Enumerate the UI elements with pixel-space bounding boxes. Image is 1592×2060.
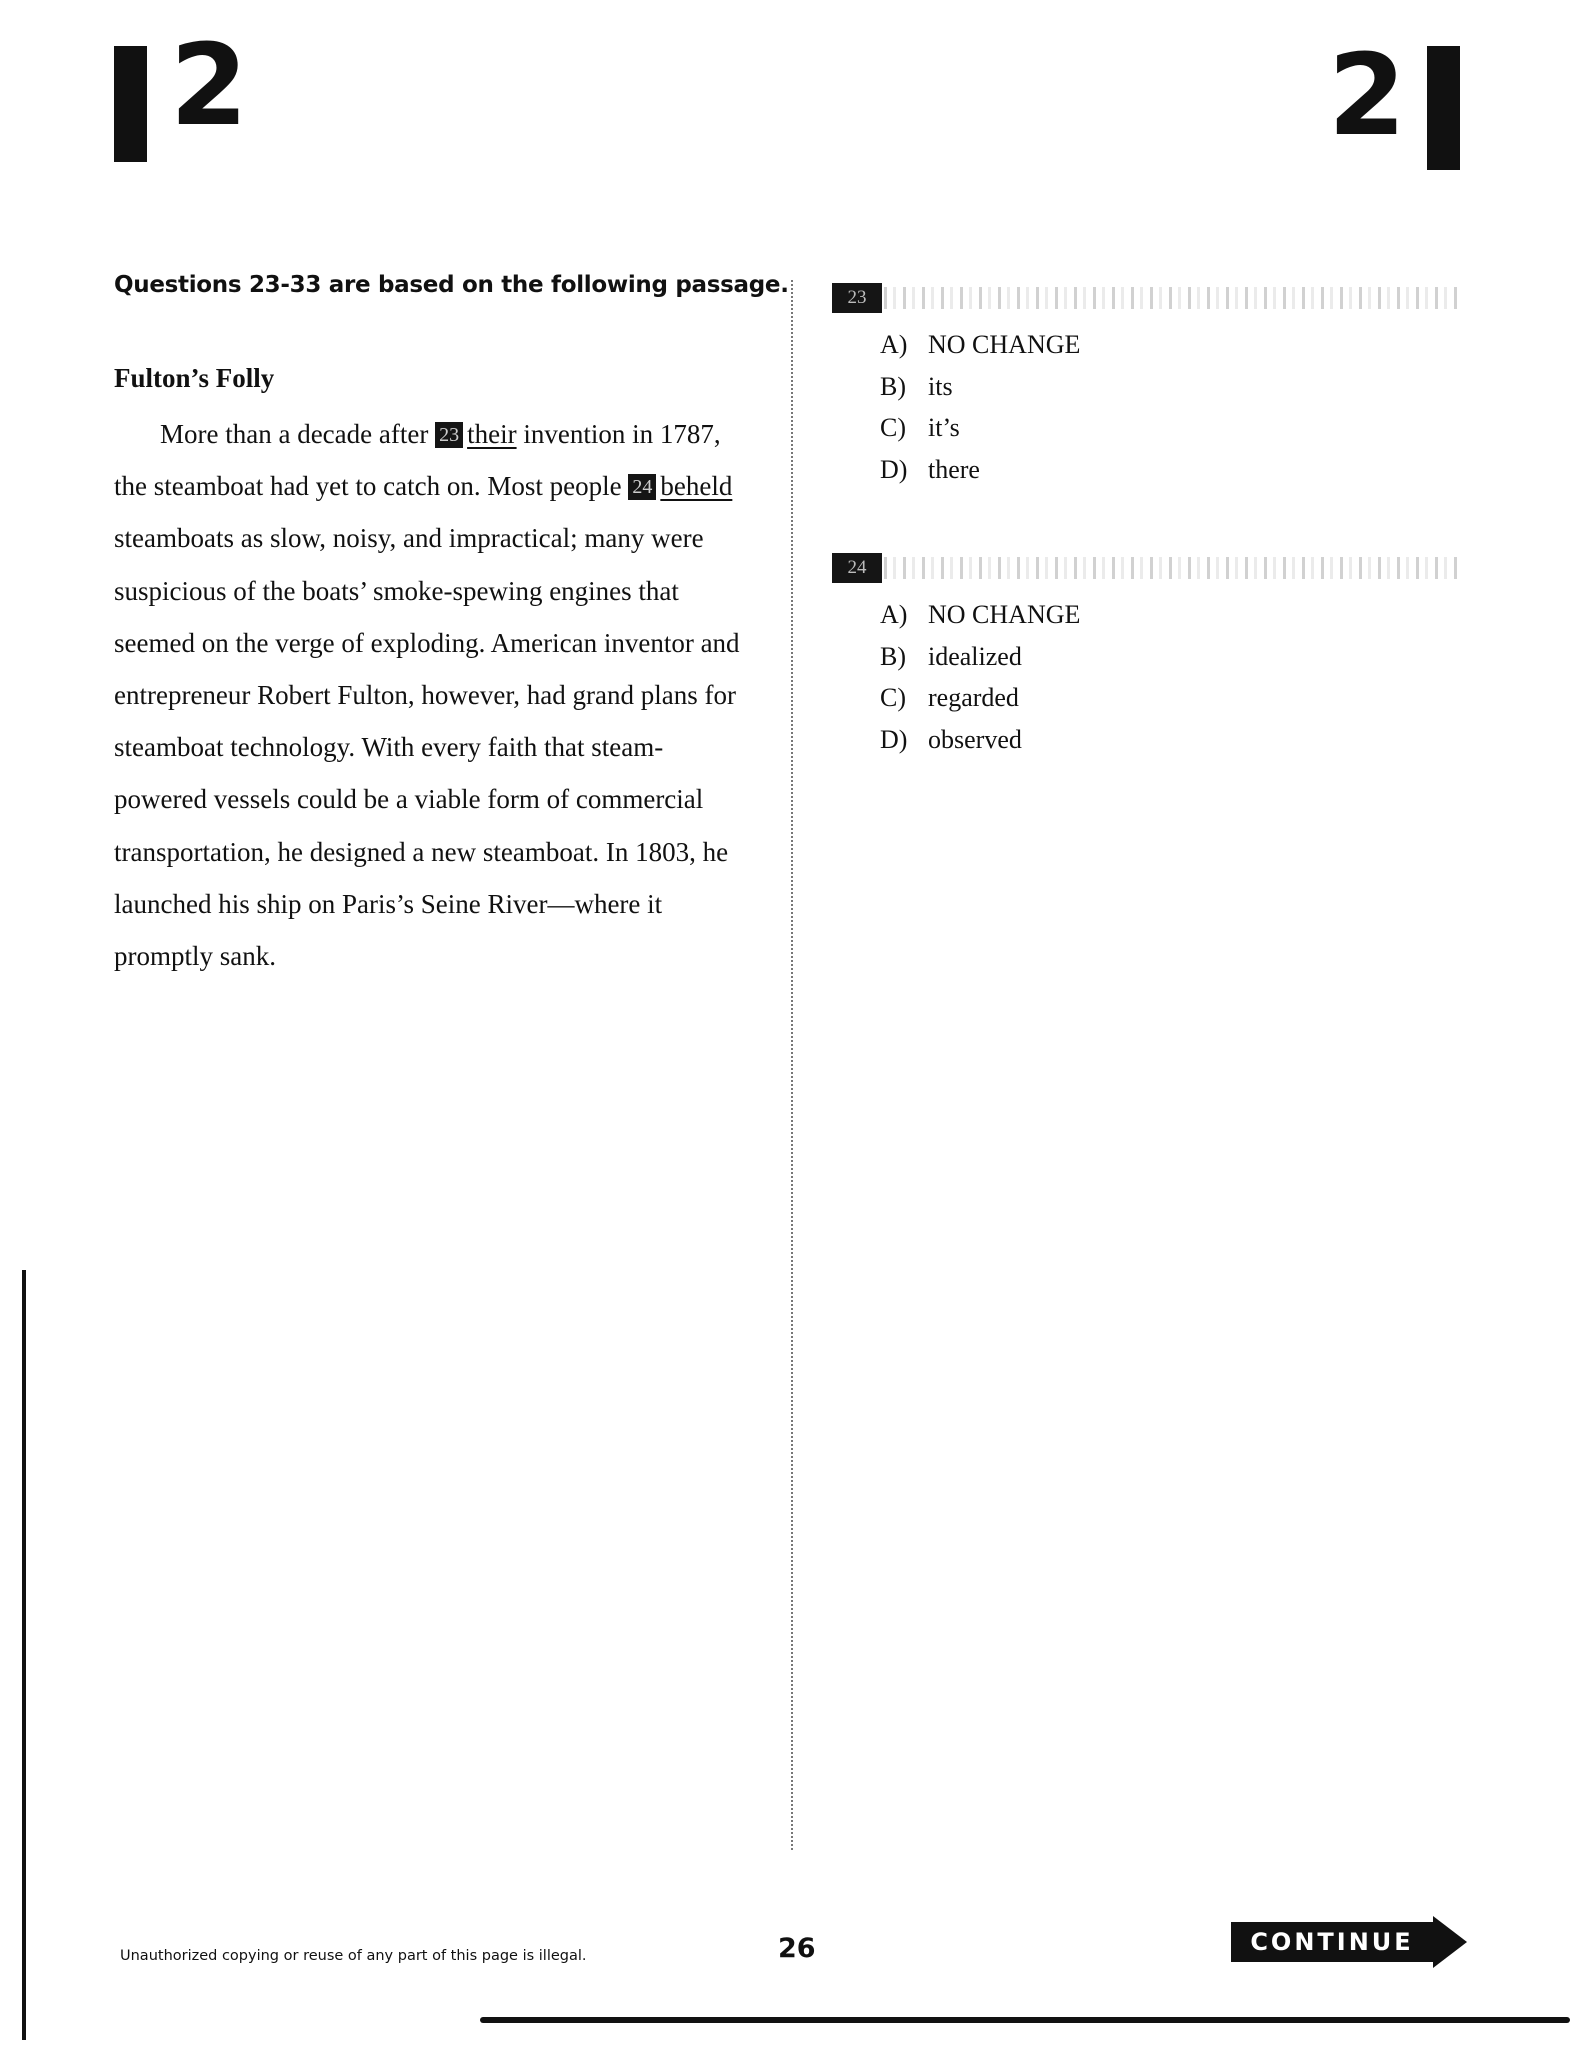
answer-option[interactable] [880, 636, 1080, 678]
answer-option[interactable] [880, 719, 1080, 761]
answer-option[interactable] [880, 366, 1080, 408]
column-divider [791, 280, 793, 1850]
underlined-phrase-24[interactable]: beheld [660, 471, 733, 502]
option-text: its [928, 371, 953, 401]
question-header-24 [832, 553, 1462, 583]
passage-intro: Questions 23-33 are based on the following passage. [114, 272, 789, 298]
passage-title: Fulton’s Folly [114, 363, 275, 393]
option-letter: B) [880, 641, 906, 671]
question-header-23 [832, 283, 1462, 313]
arrow-right-icon [1433, 1916, 1467, 1968]
continue-button[interactable] [1231, 1916, 1467, 1964]
option-text: regarded [928, 683, 1019, 712]
answer-option[interactable] [880, 324, 1080, 366]
answer-option[interactable] [880, 407, 1080, 449]
option-letter: C) [880, 413, 906, 442]
option-letter: B) [880, 371, 906, 401]
faded-scan-text [884, 287, 1462, 309]
option-letter: D) [880, 454, 908, 484]
option-text: there [928, 454, 980, 484]
scan-edge-line-left [22, 1270, 26, 2040]
option-letter: A) [880, 600, 908, 629]
question-number-box: 24 [832, 553, 882, 583]
answer-options-23 [880, 324, 1080, 490]
question-marker-24[interactable]: 24 [628, 474, 656, 500]
question-marker-23[interactable]: 23 [435, 422, 463, 448]
option-letter: A) [880, 330, 908, 359]
option-text: NO CHANGE [928, 330, 1081, 359]
passage-body [114, 408, 754, 982]
passage-paragraph [114, 408, 754, 982]
section-marker-bar-left [114, 46, 147, 162]
scan-edge-line-bottom [480, 2017, 1570, 2023]
copyright-notice: Unauthorized copying or reuse of any part of this page is illegal. [120, 1948, 587, 1964]
section-number-left: 2 [170, 21, 248, 151]
section-marker-bar-right [1427, 46, 1460, 170]
answer-option[interactable] [880, 594, 1080, 636]
question-number-box: 23 [832, 283, 882, 313]
faded-scan-text [884, 557, 1462, 579]
answer-option[interactable] [880, 677, 1080, 719]
underlined-phrase-23[interactable]: their [467, 419, 517, 449]
option-letter: D) [880, 724, 908, 754]
answer-option[interactable] [880, 449, 1080, 491]
answer-options-24 [880, 594, 1080, 760]
option-letter: C) [880, 683, 906, 712]
option-text: it’s [928, 413, 960, 442]
section-number-right: 2 [1328, 31, 1406, 161]
continue-label: CONTINUE [1250, 1928, 1414, 1956]
passage-text: invention in 1787, the steamboat had yet to catch on. Most people [114, 419, 721, 502]
option-text: NO CHANGE [928, 600, 1081, 629]
option-text: idealized [928, 641, 1022, 671]
page-number: 26 [778, 1933, 816, 1964]
passage-text: More than a decade after [160, 419, 436, 449]
passage-text: steamboats as slow, noisy, and impractical; many were suspicious of the boats’ smoke-spewing engines that seemed on the verge of exploding. American inventor and entrepreneur Robert Fulton, however, had grand plans for steamboat technology. With every faith that steam-powered vessels could be a viable form of commercial transportation, he designed a new steamboat. In 1803, he launched his ship on Paris’s Seine River—where it promptly sank. [114, 523, 740, 972]
option-text: observed [928, 724, 1022, 754]
